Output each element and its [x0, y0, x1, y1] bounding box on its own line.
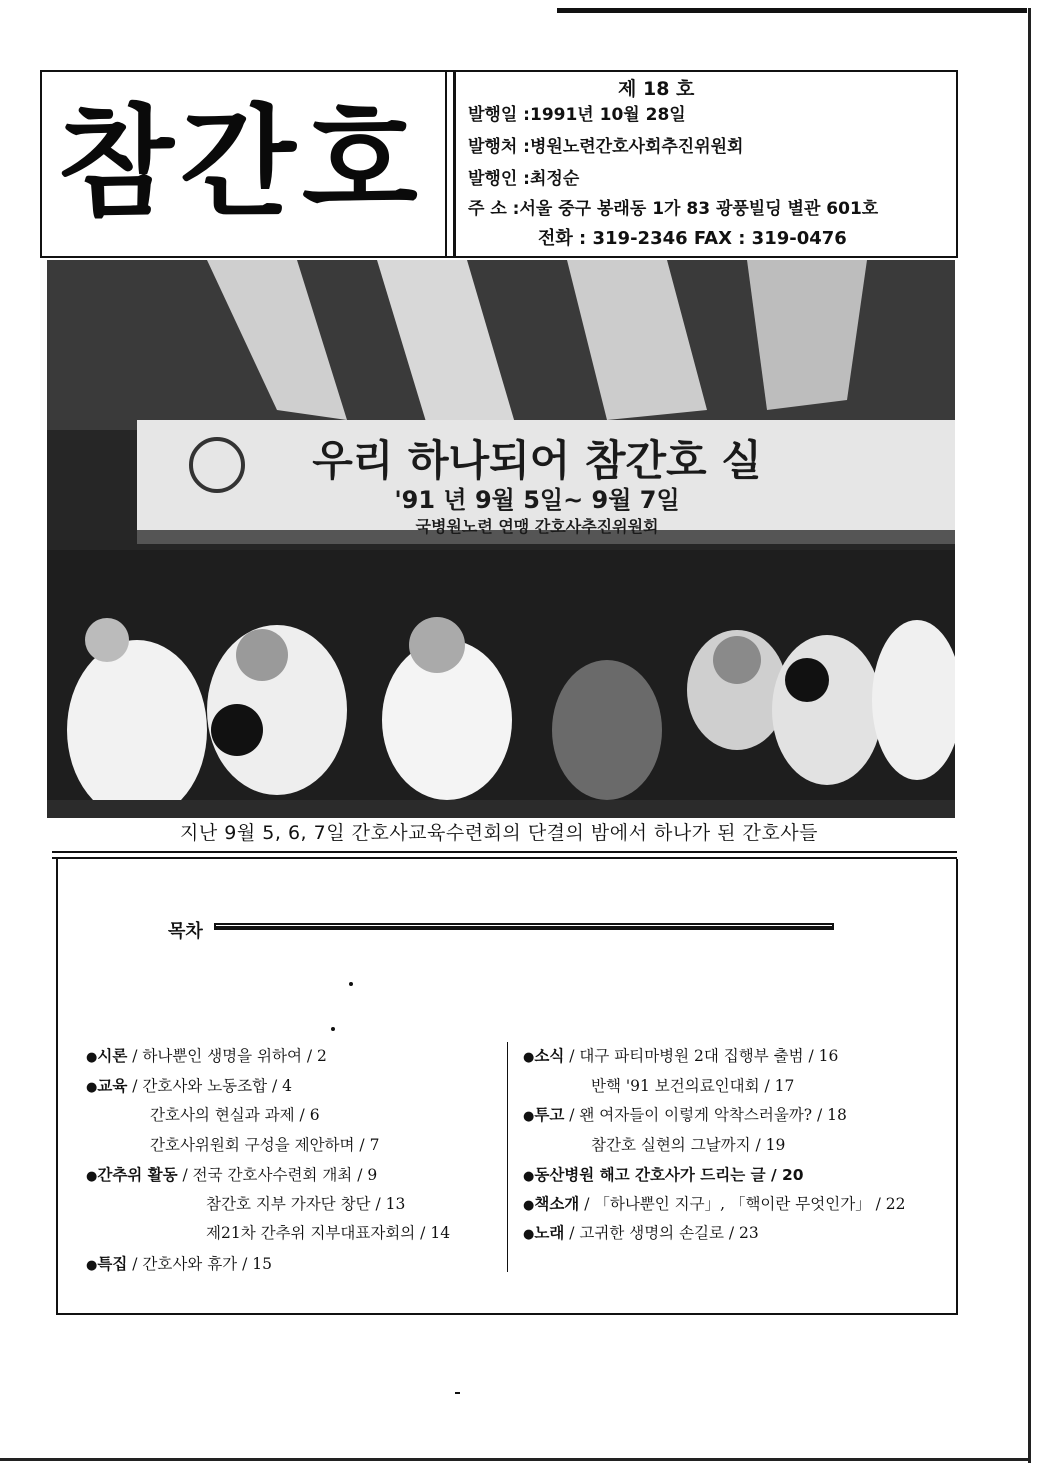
- right-rule: [1028, 8, 1031, 1463]
- toc-column-divider: [507, 1042, 508, 1272]
- toc-entry: 간호사의 현실과 과제 / 6: [150, 1106, 320, 1124]
- toc-entry: 간호사위원회 구성을 제안하며 / 7: [150, 1136, 380, 1154]
- cover-photo-image: [47, 260, 955, 818]
- toc-entry: 참간호 지부 가자단 창단 / 13: [206, 1195, 406, 1213]
- banner-text-1: 우리 하나되어 참간호 실: [312, 436, 762, 485]
- toc-entry: ●간추위 활동 / 전국 간호사수련회 개최 / 9: [86, 1166, 378, 1184]
- toc-title-bar: [214, 923, 834, 930]
- toc-entry: ●소식 / 대구 파티마병원 2대 집행부 출범 / 16: [523, 1047, 839, 1065]
- toc-entry: 참간호 실현의 그날까지 / 19: [591, 1136, 786, 1154]
- logo-box: [42, 72, 456, 256]
- masthead: [40, 70, 958, 258]
- issue-number: 제 18 호: [618, 78, 695, 100]
- toc-entry: 반핵 '91 보건의료인대회 / 17: [591, 1077, 795, 1095]
- toc-entry: ●투고 / 왠 여자들이 이렇게 악착스러울까? / 18: [523, 1106, 847, 1124]
- toc-entry: ●교육 / 간호사와 노동조합 / 4: [86, 1077, 293, 1095]
- cover-photo: [47, 260, 955, 818]
- toc-entry: 제21차 간추위 지부대표자회의 / 14: [206, 1224, 451, 1242]
- toc-title: 목차: [168, 921, 203, 942]
- toc-entry: ●시론 / 하나뿐인 생명을 위하여 / 2: [86, 1047, 327, 1065]
- publication-info: [468, 74, 958, 256]
- info-row-address: 주 소 :서울 중구 봉래동 1가 83 광풍빌딩 별관 601호: [468, 199, 879, 219]
- newsletter-logo: 참간호: [58, 94, 424, 233]
- banner-text-3: 국병원노련 연맹 간호사추진위원회: [415, 517, 659, 536]
- bottom-rule: [0, 1458, 1031, 1461]
- separator-line: [52, 851, 957, 853]
- top-rule: [557, 8, 1027, 13]
- toc-entry: ●노래 / 고귀한 생명의 손길로 / 23: [523, 1224, 759, 1242]
- toc-entry: ●동산병원 해고 간호사가 드리는 글 / 20: [523, 1166, 804, 1184]
- info-row-phone: 전화 : 319-2346 FAX : 319-0476: [538, 228, 847, 249]
- info-row-date: 발행일 :1991년 10월 28일: [468, 105, 686, 125]
- info-row-publisher: 발행처 :병원노련간호사회추진위원회: [468, 137, 744, 157]
- photo-caption: 지난 9월 5, 6, 7일 간호사교육수련회의 단결의 밤에서 하나가 된 간호사들: [180, 822, 818, 844]
- toc-entry: ●특집 / 간호사와 휴가 / 15: [86, 1255, 272, 1273]
- info-row-editor: 발행인 :최정순: [468, 169, 580, 189]
- toc-entry: ●책소개 / 「하나뿐인 지구」, 「핵이란 무엇인가」 / 22: [523, 1195, 906, 1213]
- banner-text-2: '91 년 9월 5일~ 9월 7일: [394, 486, 680, 514]
